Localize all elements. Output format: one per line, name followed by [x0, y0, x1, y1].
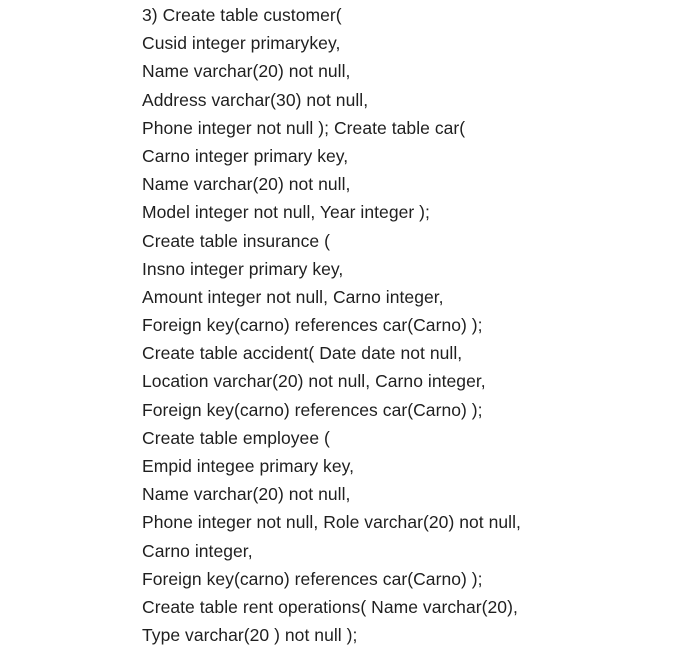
text-line-20: Carno integer, — [142, 540, 253, 561]
text-line-7: Name varchar(20) not null, — [142, 174, 351, 195]
text-line-12: Foreign key(carno) references car(Carno) ); — [142, 315, 483, 336]
text-line-3: Name varchar(20) not null, — [142, 61, 351, 82]
text-line-1: 3) Create table customer( — [142, 5, 342, 25]
text-line-16: Create table employee ( — [142, 427, 330, 448]
text-line-4: Address varchar(30) not null, — [142, 89, 369, 110]
text-line-8: Model integer not null, Year integer ); — [142, 202, 430, 223]
text-line-13: Create table accident( Date date not null, — [142, 343, 463, 364]
sql-text-block — [142, 1, 682, 649]
text-line-17: Empid integee primary key, — [142, 456, 355, 476]
text-line-11: Amount integer not null, Carno integer, — [142, 286, 444, 307]
text-line-19: Phone integer not null, Role varchar(20) not null, — [142, 512, 521, 533]
text-line-23: Type varchar(20 ) not null ); — [142, 625, 358, 646]
text-line-2: Cusid integer primarykey, — [142, 33, 341, 54]
text-line-14: Location varchar(20) not null, Carno integer, — [142, 371, 486, 392]
text-line-21: Foreign key(carno) references car(Carno) ); — [142, 568, 483, 589]
text-line-5: Phone integer not null ); Create table car( — [142, 117, 466, 138]
text-line-18: Name varchar(20) not null, — [142, 484, 351, 505]
text-line-10: Insno integer primary key, — [142, 258, 344, 279]
text-line-6: Carno integer primary key, — [142, 145, 349, 166]
text-line-9: Create table insurance ( — [142, 230, 330, 251]
text-line-22: Create table rent operations( Name varchar(20), — [142, 596, 518, 617]
text-line-15: Foreign key(carno) references car(Carno) ); — [142, 399, 483, 420]
